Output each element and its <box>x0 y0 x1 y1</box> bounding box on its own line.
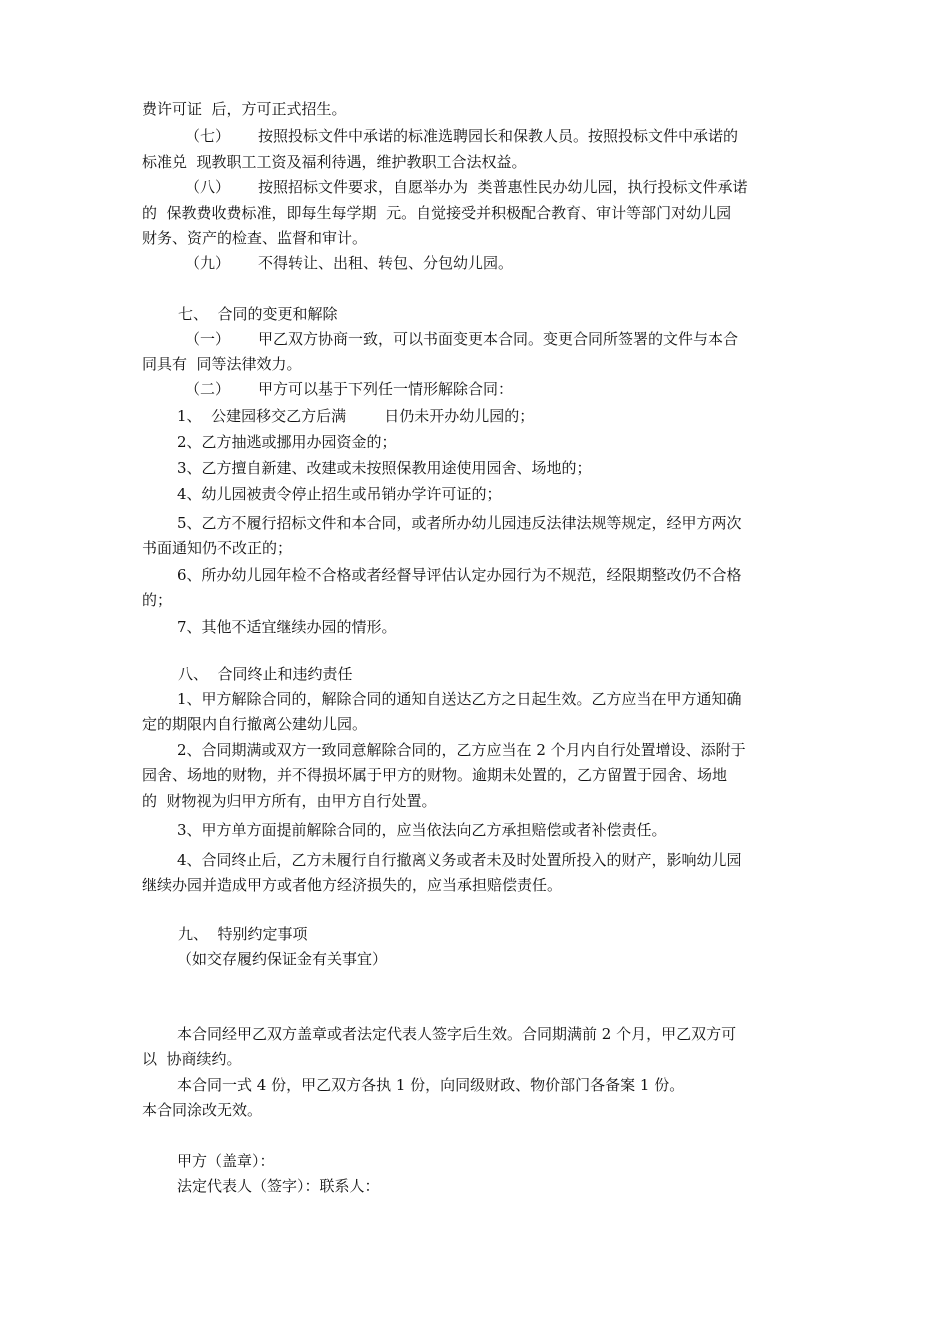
item-8-text-cont: 的 保教费收费标准，即每生每学期 元。自觉接受并积极配合教育、审计等部门对幼儿园 <box>142 204 732 222</box>
sec8-item-2: 2、合同期满或双方一致同意解除合同的，乙方应当在 2 个月内自行处置增设、添附于 <box>177 741 746 759</box>
sec8-item-1: 1、甲方解除合同的，解除合同的通知自送达乙方之日起生效。乙方应当在甲方通知确 <box>177 690 742 708</box>
sec7-item-7: 7、其他不适宜继续办园的情形。 <box>177 618 397 636</box>
sec8-item-3: 3、甲方单方面提前解除合同的，应当依法向乙方承担赔偿或者补偿责任。 <box>177 821 667 839</box>
sec7-p2-label: （二） <box>185 380 231 398</box>
item-8-label: （八） <box>185 178 231 196</box>
item-9-text: 不得转让、出租、转包、分包幼儿园。 <box>258 254 514 272</box>
sec7-item-1: 1、 公建园移交乙方后满 日仍未开办幼儿园的； <box>177 407 535 425</box>
item-7-text-cont: 标准兑 现教职工工资及福利待遇，维护教职工合法权益。 <box>142 153 527 171</box>
closing-paragraph-3: 本合同涂改无效。 <box>142 1101 263 1119</box>
closing-paragraph-1-cont: 以 协商续约。 <box>142 1050 242 1068</box>
sec6-line-a: 费许可证 后，方可正式招生。 <box>142 100 347 118</box>
item-7-label: （七） <box>185 127 231 145</box>
sec7-p1-text-cont: 同具有 同等法律效力。 <box>142 355 302 373</box>
sec8-item-1-cont: 定的期限内自行撤离公建幼儿园。 <box>142 715 368 733</box>
sec7-item-5: 5、乙方不履行招标文件和本合同，或者所办幼儿园违反法律法规等规定，经甲方两次 <box>177 514 742 532</box>
sec7-p1-label: （一） <box>185 330 231 348</box>
sec7-item-3: 3、乙方擅自新建、改建或未按照保教用途使用园舍、场地的； <box>177 459 592 477</box>
sec8-item-2-cont: 园舍、场地的财物，并不得损坏属于甲方的财物。逾期未处置的，乙方留置于园舍、场地 <box>142 766 728 784</box>
sec8-item-4: 4、合同终止后，乙方未履行自行撤离义务或者未及时处置所投入的财产，影响幼儿园 <box>177 851 742 869</box>
sec7-item-2: 2、乙方抽逃或挪用办园资金的； <box>177 433 397 451</box>
closing-paragraph-1: 本合同经甲乙双方盖章或者法定代表人签字后生效。合同期满前 2 个月，甲乙双方可 <box>177 1025 737 1043</box>
sec7-item-6: 6、所办幼儿园年检不合格或者经督导评估认定办园行为不规范，经限期整改仍不合格 <box>177 566 742 584</box>
sec8-item-2-cont-2: 的 财物视为归甲方所有，由甲方自行处置。 <box>142 792 437 810</box>
sec7-p1-text: 甲乙双方协商一致，可以书面变更本合同。变更合同所签署的文件与本合 <box>258 330 739 348</box>
closing-paragraph-2: 本合同一式 4 份，甲乙双方各执 1 份，向同级财政、物价部门各备案 1 份。 <box>177 1076 685 1094</box>
sec7-item-4: 4、幼儿园被责令停止招生或吊销办学许可证的； <box>177 485 502 503</box>
sec9-note: （如交存履约保证金有关事宜） <box>177 950 388 968</box>
sec8-item-4-cont: 继续办园并造成甲方或者他方经济损失的，应当承担赔偿责任。 <box>142 876 563 894</box>
section-8-heading: 八、 合同终止和违约责任 <box>178 665 353 683</box>
item-9-label: （九） <box>185 254 231 272</box>
item-7-text: 按照投标文件中承诺的标准选聘园长和保教人员。按照投标文件中承诺的 <box>258 127 739 145</box>
representative-signature-line: 法定代表人（签字）：联系人： <box>177 1177 380 1195</box>
sec7-item-5-cont: 书面通知仍不改正的； <box>142 539 293 557</box>
item-8-text: 按照招标文件要求，自愿举办为 类普惠性民办幼儿园，执行投标文件承诺 <box>258 178 748 196</box>
section-7-heading: 七、 合同的变更和解除 <box>178 305 338 323</box>
sec7-p2-text: 甲方可以基于下列任一情形解除合同： <box>258 380 514 398</box>
party-a-seal-line: 甲方（盖章）： <box>177 1152 275 1170</box>
item-8-text-cont-2: 财务、资产的检查、监督和审计。 <box>142 229 368 247</box>
sec7-item-6-cont: 的； <box>142 591 173 609</box>
section-9-heading: 九、 特别约定事项 <box>178 925 308 943</box>
